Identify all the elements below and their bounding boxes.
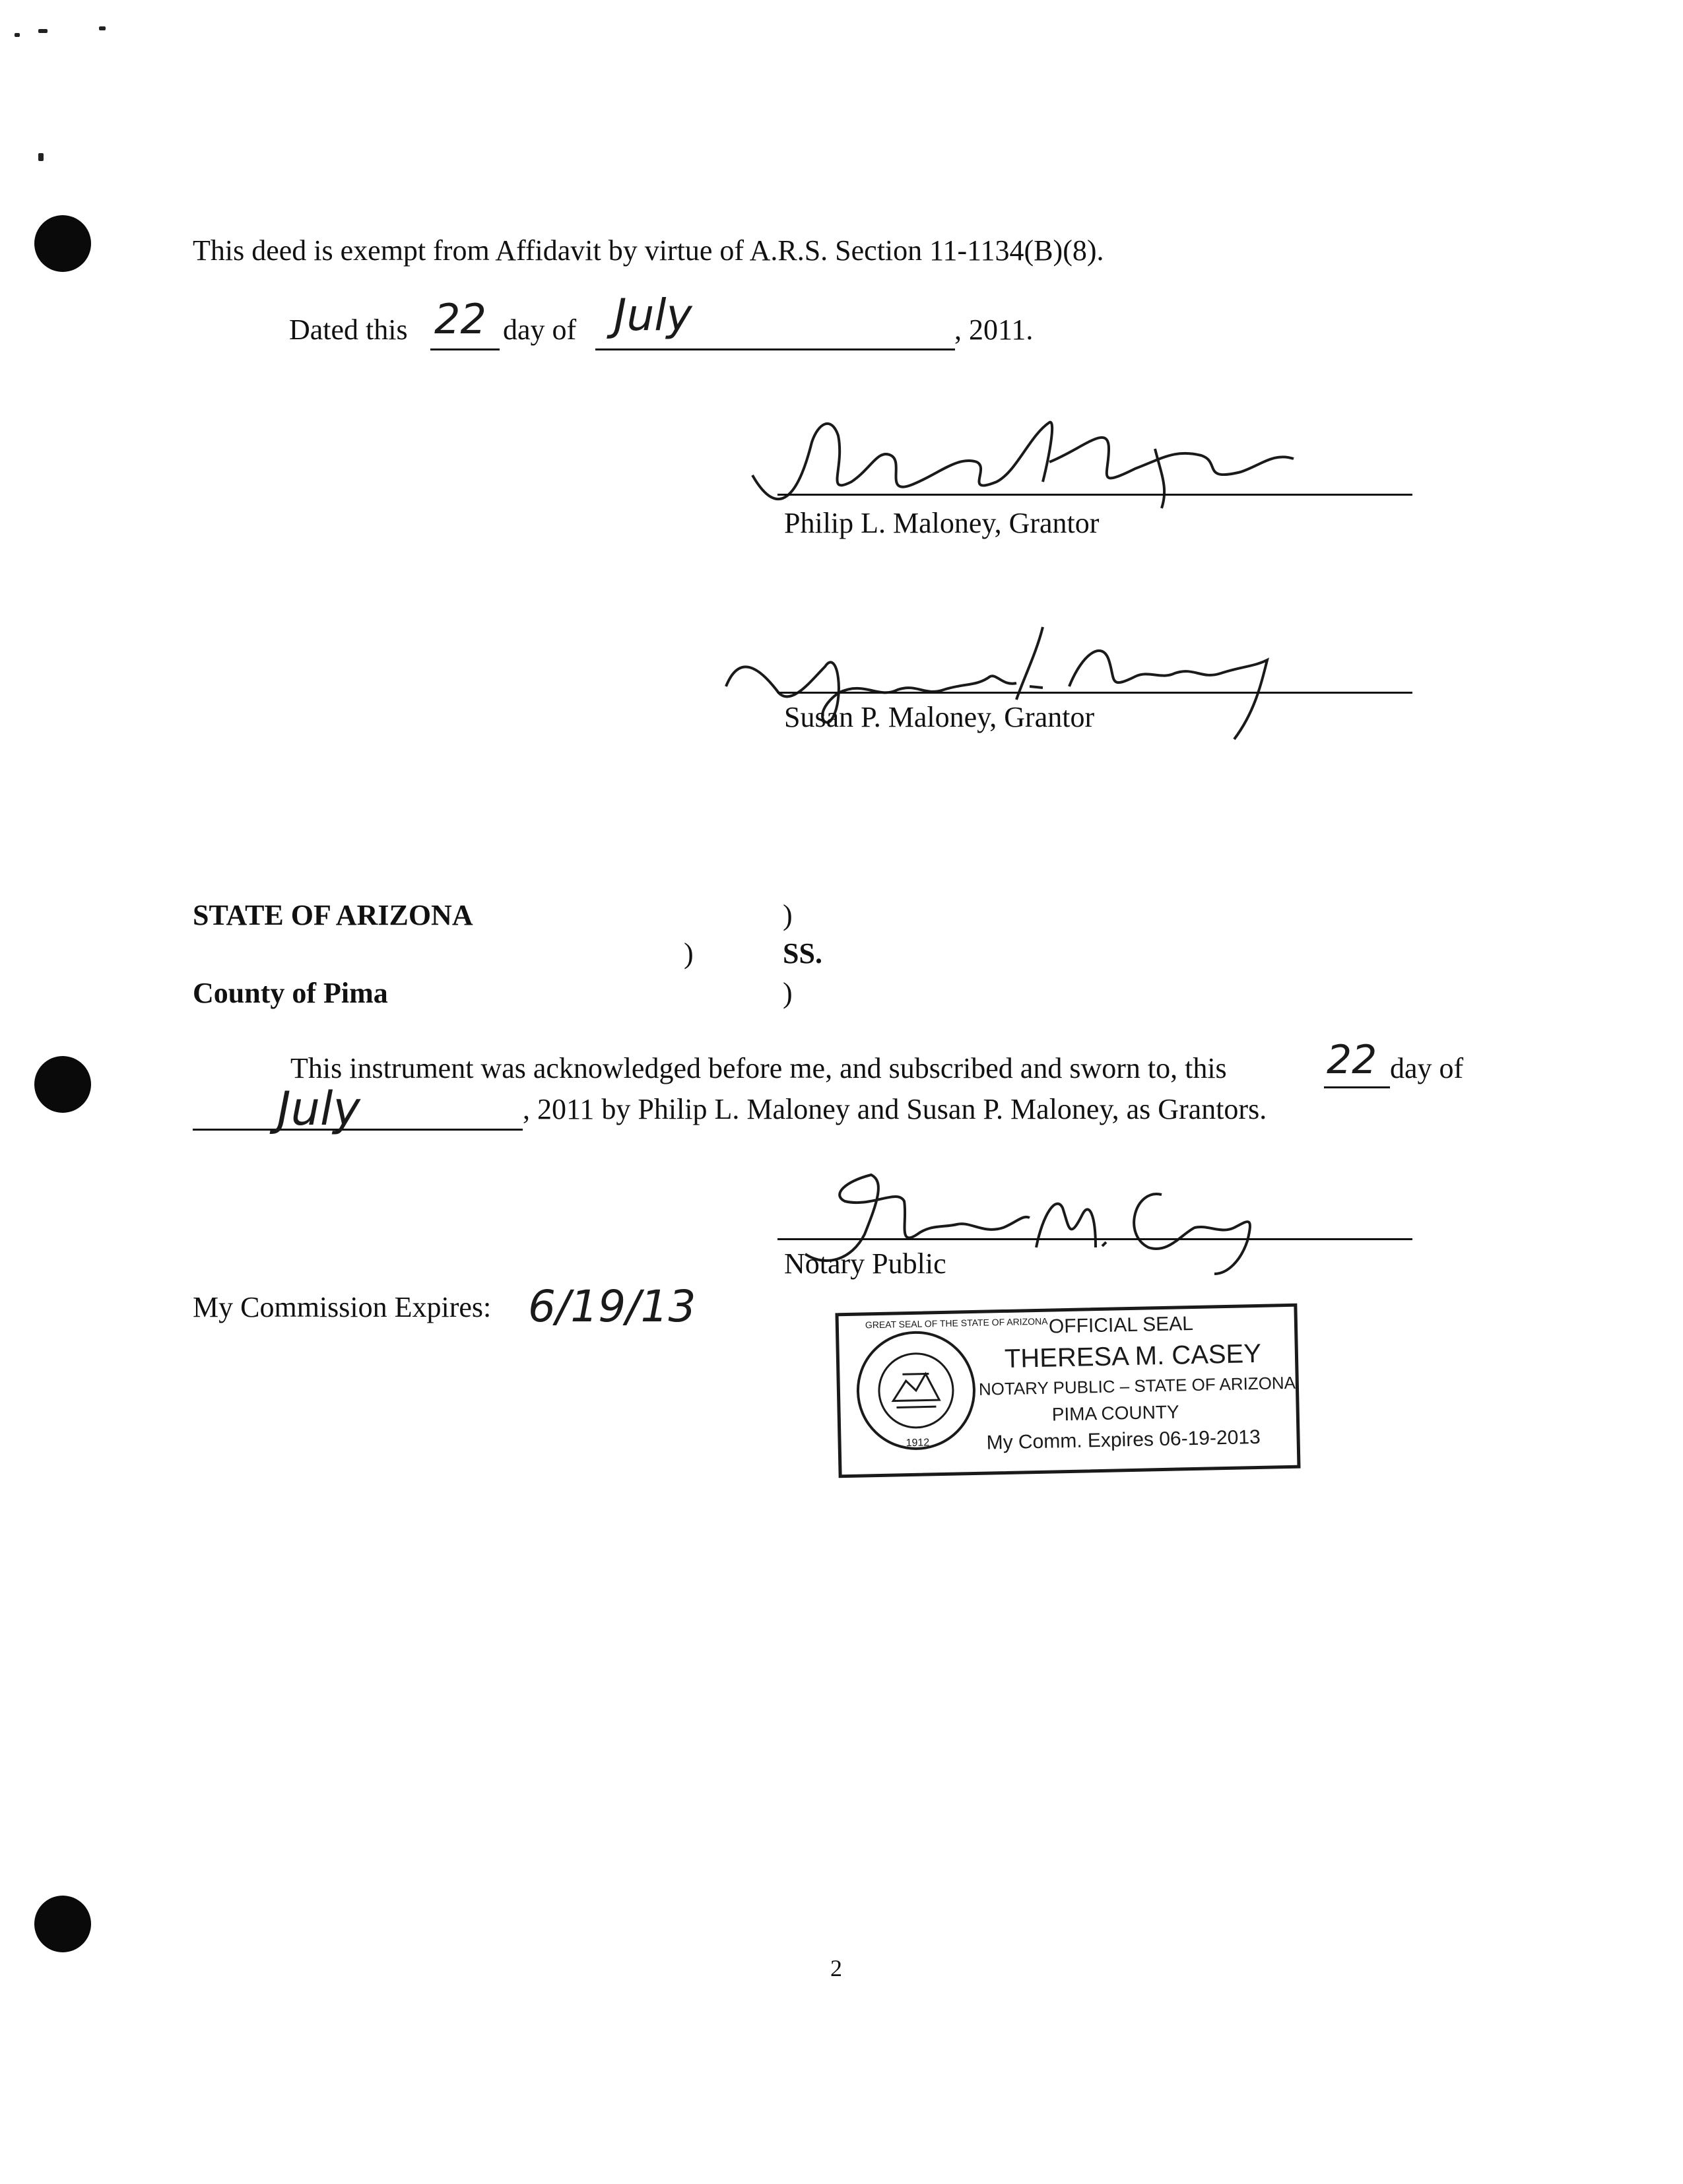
venue-paren: )	[684, 937, 694, 970]
dated-prefix: Dated this	[289, 314, 408, 346]
notary-seal-stamp	[835, 1304, 1300, 1478]
seal-line-title: NOTARY PUBLIC – STATE OF ARIZONA	[978, 1372, 1296, 1399]
ack-month-handwritten: July	[277, 1082, 360, 1136]
ack-line1: This instrument was acknowledged before me, and subscribed and sworn to, this	[290, 1052, 1227, 1084]
grantor-label-susan: Susan P. Maloney, Grantor	[784, 701, 1095, 733]
seal-line-county: PIMA COUNTY	[1051, 1401, 1179, 1425]
scan-speck	[38, 29, 48, 33]
seal-line-official: OFFICIAL SEAL	[1048, 1313, 1194, 1338]
exempt-statement: This deed is exempt from Affidavit by virtue of A.R.S. Section 11-1134(B)(8).	[193, 234, 1104, 267]
ack-line1-end: day of	[1390, 1052, 1464, 1084]
ack-line2: , 2011 by Philip L. Maloney and Susan P. Maloney, as Grantors.	[523, 1093, 1267, 1125]
month-blank	[595, 348, 955, 350]
notary-signature-line	[777, 1238, 1412, 1240]
binder-hole	[34, 1896, 91, 1952]
binder-hole	[34, 1056, 91, 1113]
venue-state: STATE OF ARIZONA	[193, 899, 473, 931]
dated-middle: day of	[503, 314, 577, 346]
seal-emblem-ring-text: GREAT SEAL OF THE STATE OF ARIZONA	[865, 1315, 1048, 1331]
ack-day-handwritten: 22	[1327, 1037, 1377, 1083]
scan-speck	[99, 26, 106, 30]
dated-day-handwritten: 22	[434, 295, 486, 343]
venue-ss: SS.	[783, 937, 822, 970]
seal-emblem-year: 1912	[906, 1437, 930, 1449]
day-blank	[430, 348, 500, 350]
page-number: 2	[830, 1955, 842, 1981]
binder-hole	[34, 215, 91, 272]
scan-speck	[15, 33, 20, 37]
seal-line-name: THERESA M. CASEY	[1004, 1339, 1262, 1373]
commission-label: My Commission Expires:	[193, 1291, 492, 1323]
dated-suffix: , 2011.	[954, 314, 1034, 346]
commission-date-handwritten: 6/19/13	[528, 1281, 696, 1332]
seal-line-expires: My Comm. Expires 06-19-2013	[986, 1426, 1261, 1454]
dated-month-handwritten: July	[614, 290, 692, 341]
grantor-signature-line	[777, 494, 1412, 496]
venue-paren: )	[783, 899, 793, 931]
notary-label: Notary Public	[784, 1247, 946, 1280]
grantor-label-philip: Philip L. Maloney, Grantor	[784, 507, 1100, 539]
scan-speck	[38, 153, 44, 161]
venue-county: County of Pima	[193, 977, 388, 1009]
venue-paren: )	[783, 977, 793, 1009]
grantor-signature-line	[777, 692, 1412, 694]
state-seal-emblem	[852, 1327, 980, 1455]
ack-day-blank	[1324, 1086, 1390, 1088]
